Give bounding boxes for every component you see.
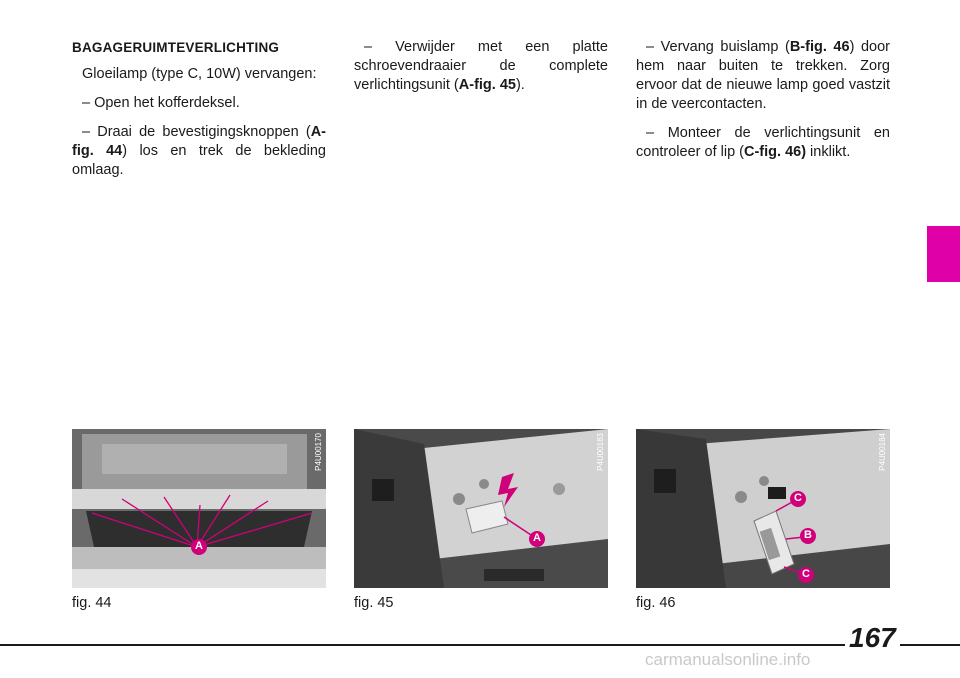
footer-rule-right [897,644,960,646]
text: – Vervang buislamp ( [646,39,790,55]
photo-code: P4U00170 [314,433,323,471]
text: ). [515,77,525,93]
page-number: 167 [845,622,900,654]
paragraph-replace-lamp [636,38,890,114]
figure-reference: A-fig. 45 [458,77,516,93]
callout-label-b: B [804,529,812,541]
figure-45-photo [354,429,608,588]
column-1 [72,38,326,190]
figure-45-caption: fig. 45 [354,595,394,611]
lamp-replacement-photo-illustration [636,429,890,588]
figure-44-photo [72,429,326,588]
text: inklikt. [806,144,851,160]
paragraph-bulb-type: Gloeilamp (type C, 10W) vervangen: [82,66,317,82]
footer-rule [0,644,845,646]
figure-46-caption: fig. 46 [636,595,676,611]
paragraph-open-trunk: – Open het kofferdeksel. [82,95,240,111]
figure-reference: B-fig. 46 [789,39,850,55]
trunk-photo-illustration [72,429,326,588]
text: – Monteer de verlichtingsunit en controleer of lip ( [636,125,890,160]
column-3 [636,38,890,172]
text: – Draai de bevestigingsknoppen ( [82,124,311,140]
paragraph-remove-unit [354,38,608,95]
paragraph-knobs [72,123,326,180]
photo-code: P4U00184 [878,433,887,471]
light-unit-photo-illustration [354,429,608,588]
figure-44-caption: fig. 44 [72,595,112,611]
callout-label-c: C [794,492,802,504]
photo-code: P4U00183 [596,433,605,471]
callout-label-a: A [195,540,203,552]
text: – Verwijder met een platte schroevendraaier de complete verlichtingsunit ( [354,39,608,93]
figure-46-photo [636,429,890,588]
callout-label-a: A [533,532,541,544]
figure-reference: A-fig. 44 [72,124,326,159]
section-heading: BAGAGERUIMTEVERLICHTING [72,40,280,55]
figure-reference: C-fig. 46) [744,144,807,160]
section-tab [927,226,960,282]
text: ) door hem naar buiten te trekken. Zorg ervoor dat de nieuwe lamp goed vastzit in de veercontacten. [636,39,890,112]
paragraph-mount-unit [636,124,890,162]
footer-watermark: carmanualsonline.info [645,650,811,669]
text: ) los en trek de bekleding omlaag. [72,143,326,178]
callout-label-c: C [802,568,810,580]
column-2 [354,38,608,105]
